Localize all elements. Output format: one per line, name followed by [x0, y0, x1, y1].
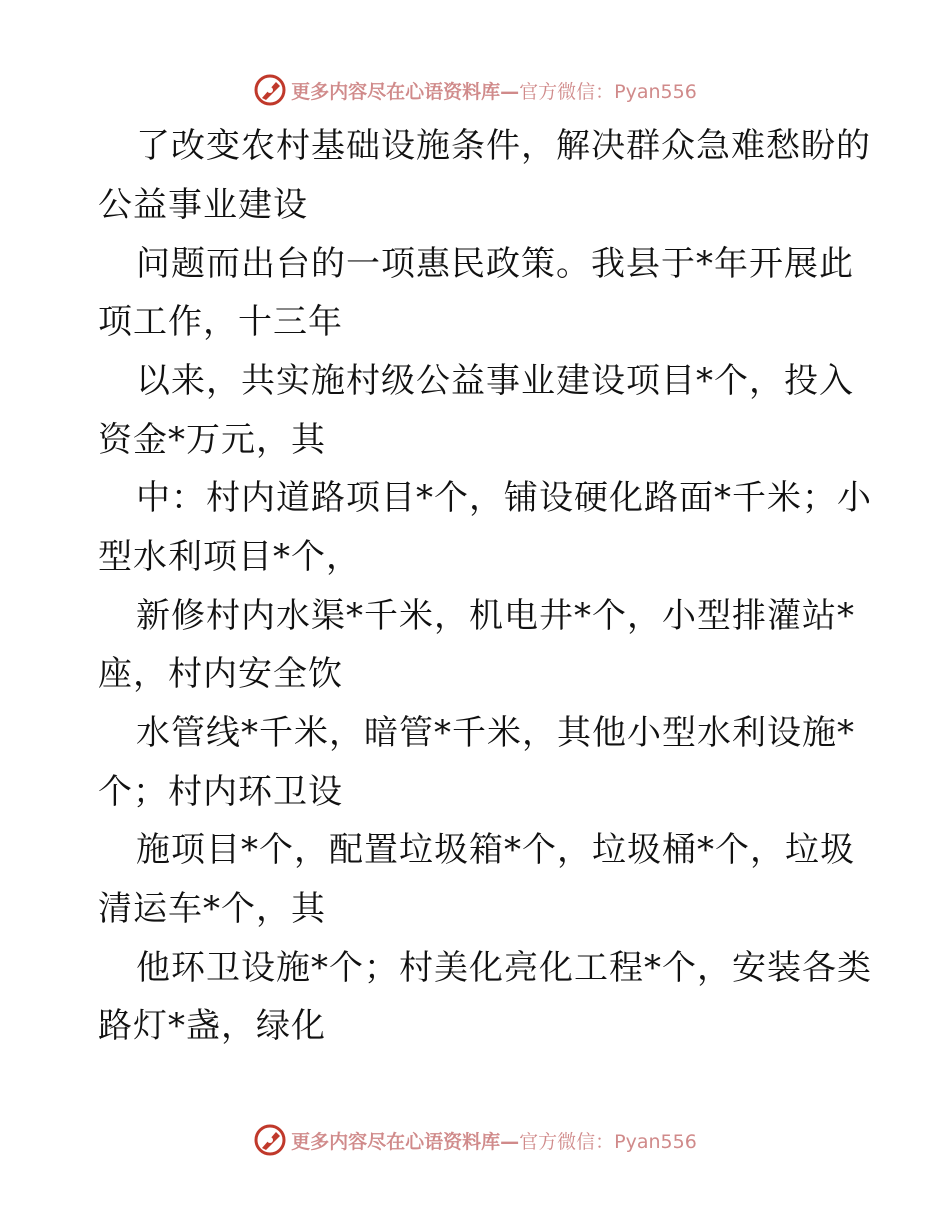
- text-line: 座，村内安全饮: [98, 654, 343, 694]
- text-line: 项工作，十三年: [98, 302, 343, 342]
- text-line: 路灯*盏，绿化: [98, 1006, 326, 1046]
- logo-icon: [253, 1123, 287, 1157]
- text-line: 中：村内道路项目*个，铺设硬化路面*千米；小: [136, 478, 872, 518]
- text-line: 清运车*个，其: [98, 889, 326, 929]
- text-line: 了改变农村基础设施条件，解决群众急难愁盼的: [136, 126, 871, 166]
- header-watermark: [0, 68, 950, 112]
- text-line: 他环卫设施*个；村美化亮化工程*个，安装各类: [136, 948, 872, 988]
- text-line: 公益事业建设: [98, 185, 308, 225]
- footer-wechat-text: 官方微信：Pyan556: [519, 1130, 697, 1153]
- text-line: 问题而出台的一项惠民政策。我县于*年开展此: [136, 244, 854, 284]
- header-wechat-text: 官方微信：Pyan556: [519, 80, 697, 103]
- header-brand-text: 更多内容尽在心语资料库—: [291, 80, 520, 103]
- footer-brand-text: 更多内容尽在心语资料库—: [291, 1130, 520, 1153]
- text-line: 资金*万元，其: [98, 420, 326, 460]
- text-line: 以来，共实施村级公益事业建设项目*个，投入: [136, 361, 854, 401]
- logo-icon: [253, 73, 287, 107]
- text-line: 个；村内环卫设: [98, 772, 343, 812]
- footer-watermark: [0, 1118, 950, 1162]
- text-line: 新修村内水渠*千米，机电井*个，小型排灌站*: [136, 596, 855, 636]
- text-line: 施项目*个，配置垃圾箱*个，垃圾桶*个，垃圾: [136, 830, 855, 870]
- text-line: 型水利项目*个，: [98, 537, 361, 577]
- text-line: 水管线*千米，暗管*千米，其他小型水利设施*: [136, 713, 855, 753]
